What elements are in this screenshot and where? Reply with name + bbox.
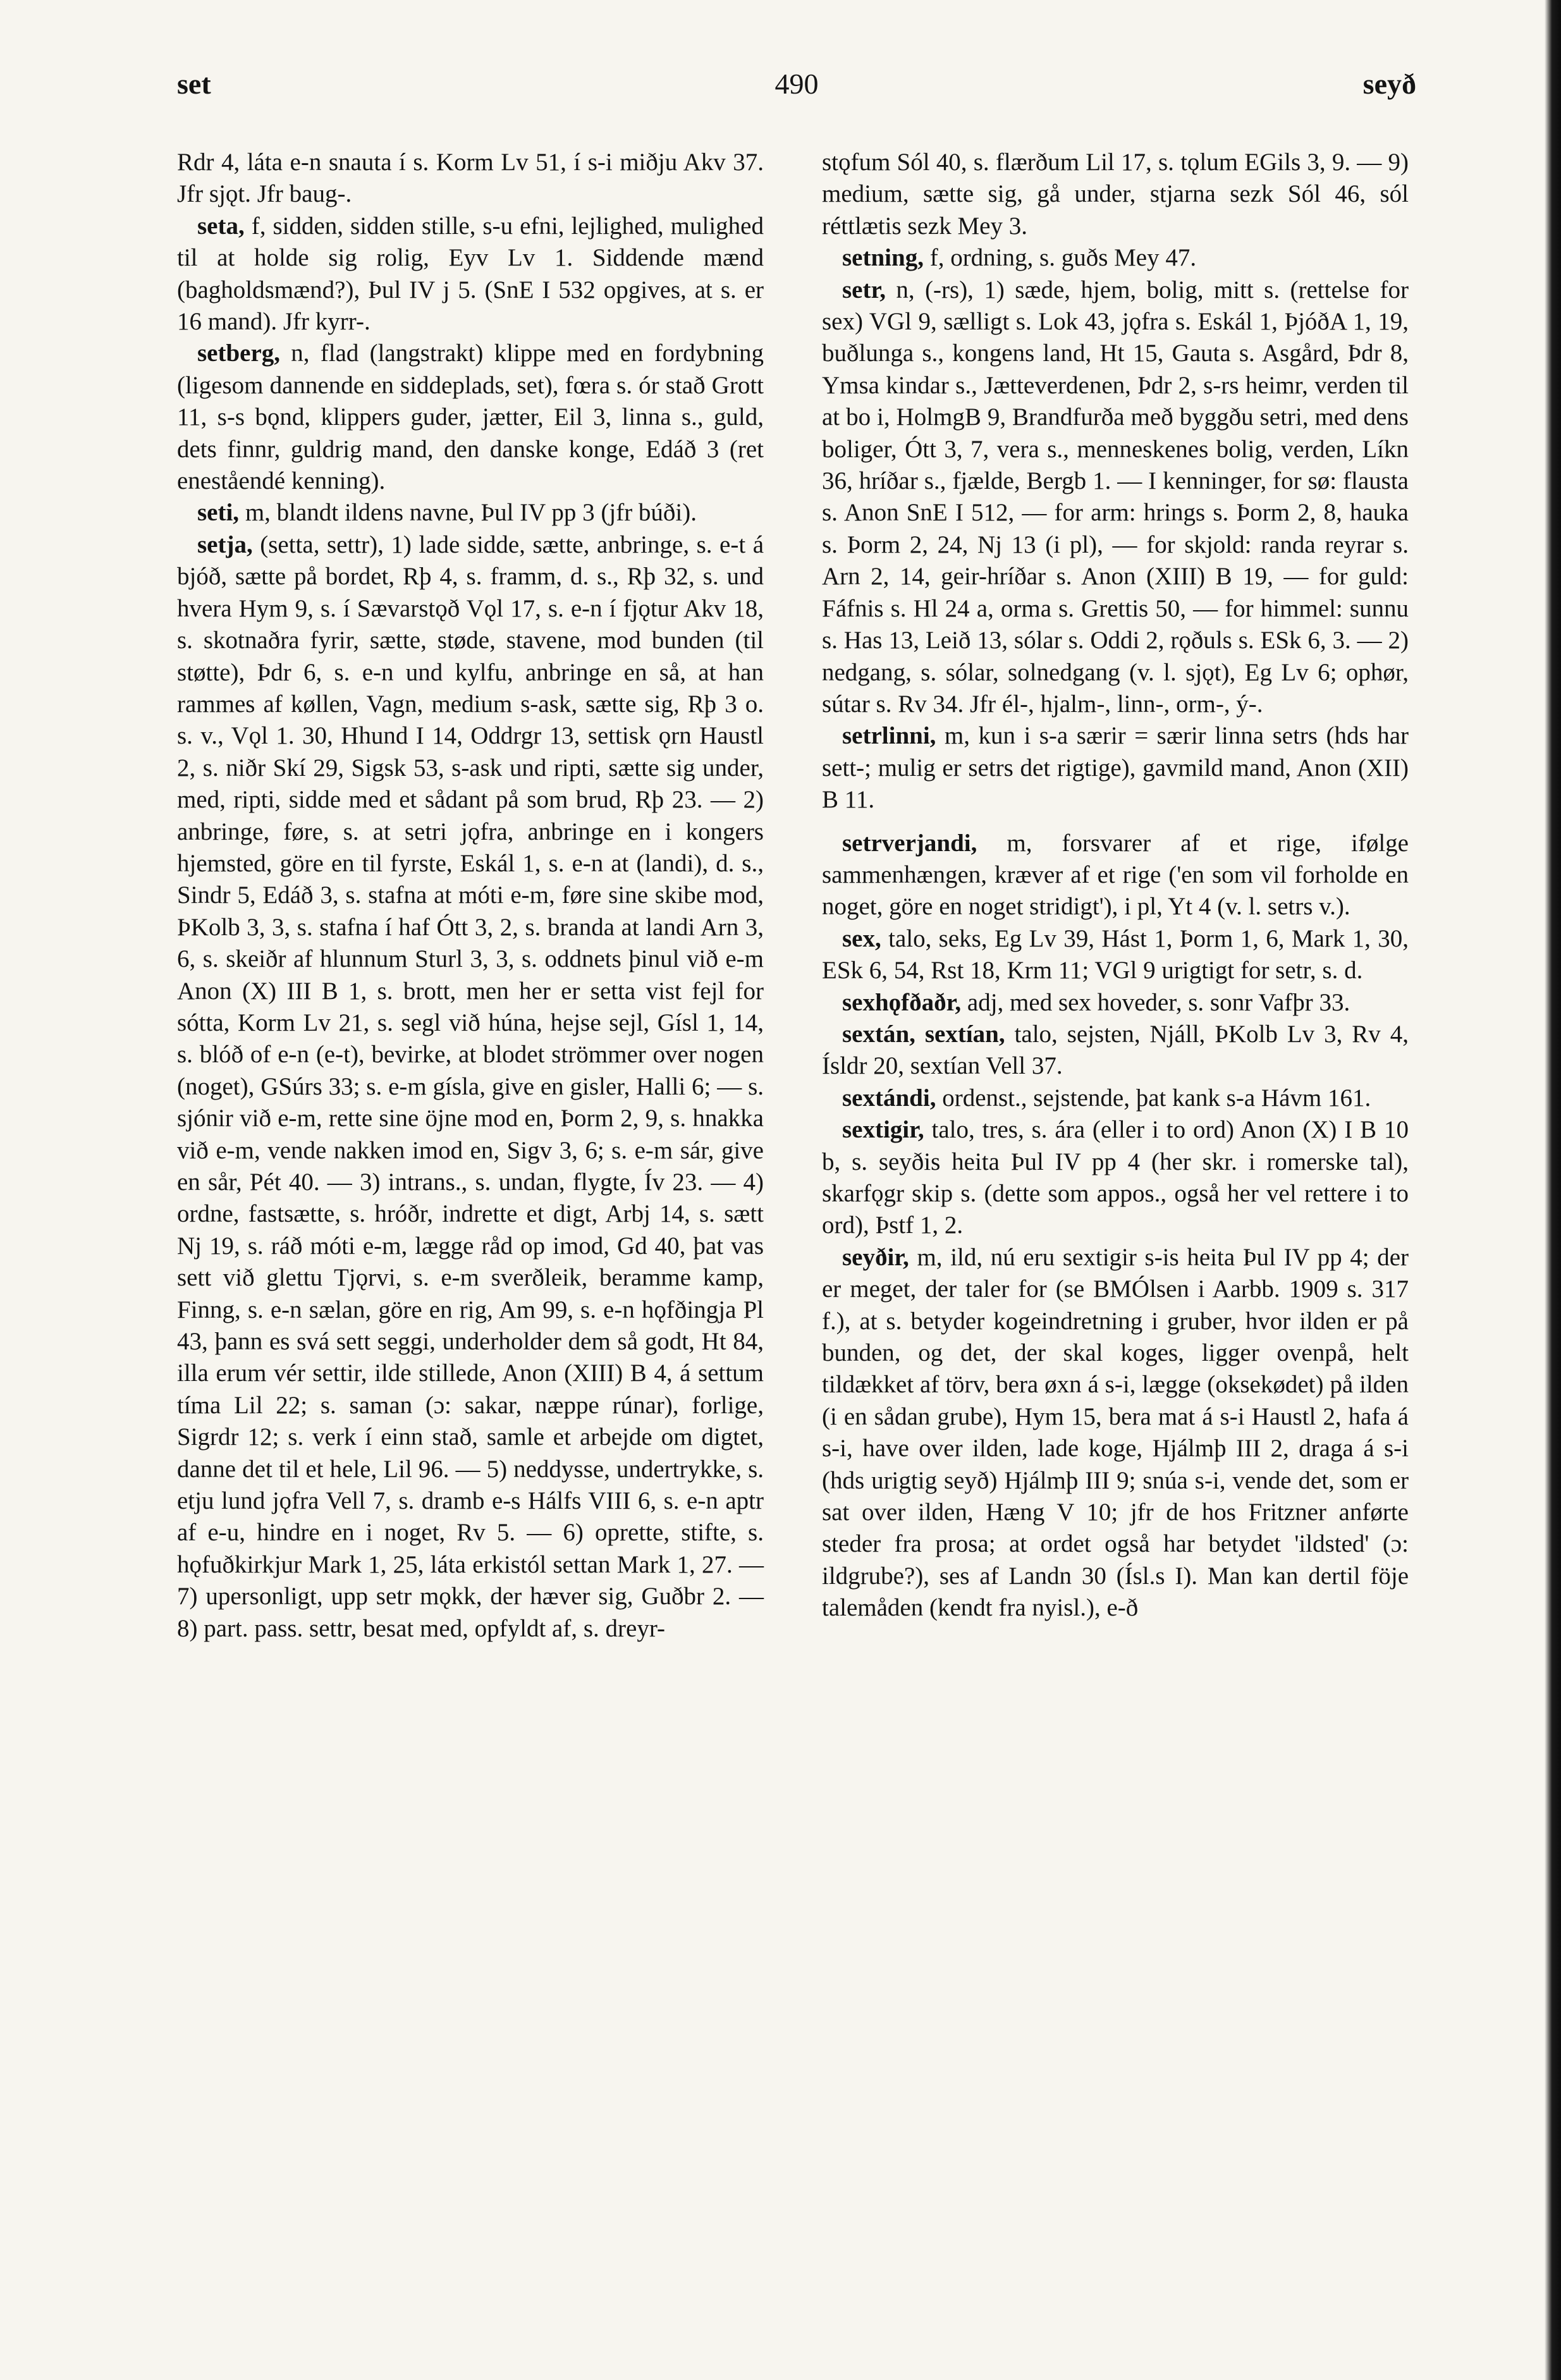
header-right-guideword: seyð xyxy=(1362,68,1416,100)
entry-headword: setrverjandi, xyxy=(842,829,977,857)
entry xyxy=(177,147,764,211)
entry-text: m, forsvarer af et rige, ifølge sammenhængen, kræver af et rige ('en som vil forholde en noget, göre en noget stridigt'), i pl, Yt 4 (v. l. setrs v.). xyxy=(822,829,1409,921)
entry-headword: seyðir, xyxy=(842,1243,909,1271)
entry xyxy=(822,828,1409,923)
entry xyxy=(177,497,764,529)
entry-text: talo, sejsten, Njáll, ÞKolb Lv 3, Rv 4, Ísldr 20, sextían Vell 37. xyxy=(822,1020,1409,1080)
entry-text: f, sidden, sidden stille, s-u efni, lejlighed, mulighed til at holde sig rolig, Eyv Lv 1. Siddende mænd (bagholdsmænd?), Þul IV j 5. (SnE I 532 opgives, at s. er 16 mand). Jfr kyrr-. xyxy=(177,212,764,336)
entry xyxy=(822,147,1409,242)
entry xyxy=(822,1242,1409,1624)
entry-text: (setta, settr), 1) lade sidde, sætte, anbringe, s. e-t á bjóð, sætte på bordet, Rþ 4, s. framm, d. s., Rþ 32, s. und hvera Hym 9, s. í Sævarstǫð Vǫl 17, s. e-n í fjǫtur Akv 18, s. skotnaðra fyrir, sætte, støde, stavene, mod bunden (til støtte), Þdr 6, s. e-n und kylfu, anbringe en så, at han rammes af køllen, Vagn, medium s-ask, sætte sig, Rþ 3 o. s. v., Vǫl 1. 30, Hhund I 14, Oddrgr 13, settisk ǫrn Haustl 2, s. niðr Skí 29, Sigsk 53, s-ask und ripti, sætte sig under, med, ripti, sidde med et sådant på som brud, Rþ 23. — 2) anbringe, føre, s. at setri jǫfra, anbringe en i kongers hjemsted, göre en til fyrste, Eskál 1, s. e-n at (landi), d. s., Sindr 5, Edáð 3, s. stafna at móti e-m, føre sine skibe mod, ÞKolb 3, 3, s. stafna í haf Ótt 3, 2, s. branda at landi Arn 3, 6, s. skeiðr af hlunnum Sturl 3, 3, s. oddnets þinul við e-m Anon (X) III B 1, s. brott, men her er setta vist fejl for sótta, Korm Lv 21, s. segl við húna, hejse sejl, Gísl 1, 14, s. blóð of e-n (e-t), bevirke, at blodet strömmer over nogen (noget), GSúrs 33; s. e-m gísla, give en gisler, Halli 6; — s. sjónir við e-m, rette sine öjne mod en, Þorm 2, 9, s. hnakka við e-m, vende nakken imod en, Sigv 3, 6; s. e-m sár, give en sår, Pét 40. — 3) intrans., s. undan, flygte, Ív 23. — 4) ordne, fastsætte, s. hróðr, indrette et digt, Arbj 14, s. sætt Nj 19, s. ráð móti e-m, lægge råd op imod, Gd 40, þat vas sett við glettu Tjǫrvi, s. e-m sverðleik, beramme kamp, Finng, s. e-n sælan, göre en rig, Am 99, s. e-n hǫfðingja Pl 43, þann es svá sett seggi, underholder dem så godt, Ht 84, illa erum vér settir, ilde stillede, Anon (XIII) B 4, á settum tíma Lil 22; s. saman (ɔ: sakar, næppe rúnar), forlige, Sigrdr 12; s. verk í einn stað, samle et arbejde om digtet, danne det til et hele, Lil 96. — 5) neddysse, undertrykke, s. etju lund jǫfra Vell 7, s. dramb e-s Hálfs VIII 6, s. e-n aptr af e-u, hindre en i noget, Rv 5. — 6) oprette, stifte, s. hǫfuðkirkjur Mark 1, 25, láta erkistól settan Mark 1, 27. — 7) upersonligt, upp setr mǫkk, der hæver sig, Guðbr 2. — 8) part. pass. settr, besat med, opfyldt af, s. dreyr- xyxy=(177,531,764,1642)
entry-headword: setja, xyxy=(197,531,253,558)
entry xyxy=(822,720,1409,816)
page-edge-shadow xyxy=(1545,0,1561,2380)
entry-headword: seti, xyxy=(197,499,240,527)
entry xyxy=(177,529,764,1645)
entry xyxy=(822,1019,1409,1083)
entry-headword: seta, xyxy=(197,212,245,240)
entry xyxy=(822,274,1409,721)
entry xyxy=(177,211,764,338)
entry-text: adj, med sex hoveder, s. sonr Vafþr 33. xyxy=(967,988,1350,1016)
header-left-guideword: set xyxy=(177,68,211,100)
entry-headword: setberg, xyxy=(197,340,281,367)
entry xyxy=(822,1114,1409,1242)
entry xyxy=(822,242,1409,274)
entry-text: ordenst., sejstende, þat kank s-a Hávm 161. xyxy=(942,1084,1371,1112)
entry-text: m, ild, nú eru sextigir s-is heita Þul IV pp 4; der er meget, der taler for (se BMÓlsen i Aarbb. 1909 s. 317 f.), at s. betyder kogeindretning i gruber, hvor ilden er på bunden, og det, der skal koges, ligger ovenpå, helt tildækket af törv, bera øxn á s-i, lægge (oksekødet) på ilden (i en sådan grube), Hym 15, bera mat á s-i Haustl 2, hafa á s-i, have over ilden, lade koge, Hjálmþ III 2, draga á s-i (hds urigtig seyð) Hjálmþ III 9; snúa s-i, vende det, som er sat over ilden, Hæng V 10; jfr de hos Fritzner anførte steder fra prosa; at ordet også har betydet 'ildsted' (ɔ: ildgrube?), ses af Landn 30 (Ísl.s I). Man kan dertil föje talemåden (kendt fra nyisl.), e-ð xyxy=(822,1243,1409,1622)
entry-headword: sextándi, xyxy=(842,1084,936,1112)
entry-text: m, blandt ildens navne, Þul IV pp 3 (jfr búði). xyxy=(245,499,697,527)
entry-headword: setning, xyxy=(842,244,924,272)
page-number: 490 xyxy=(774,68,819,100)
entry-text: n, flad (langstrakt) klippe med en fordybning (ligesom dannende en siddeplads, set), fœra s. ór stað Grott 11, s-s bǫnd, klippers guder, jætter, Eil 3, linna s., guld, dets finnr, guldrig mand, den danske konge, Edáð 3 (ret eneståendé kenning). xyxy=(177,340,764,495)
left-column xyxy=(177,147,764,1645)
entry-text: stǫfum Sól 40, s. flærðum Lil 17, s. tǫlum EGils 3, 9. — 9) medium, sætte sig, gå under, stjarna sezk Sól 46, sól réttlætis sezk Mey 3. xyxy=(822,149,1409,240)
entry-text: talo, seks, Eg Lv 39, Hást 1, Þorm 1, 6, Mark 1, 30, ESk 6, 54, Rst 18, Krm 11; VGl 9 urigtigt for setr, s. d. xyxy=(822,924,1409,985)
right-column xyxy=(822,147,1409,1624)
entry-headword: sextigir, xyxy=(842,1116,924,1144)
entry-text: m, kun i s-a særir = særir linna setrs (hds har sett-; mulig er setrs det rigtige), gavmild mand, Anon (XII) B 11. xyxy=(822,722,1409,814)
entry-text: Rdr 4, láta e-n snauta í s. Korm Lv 51, í s-i miðju Akv 37. Jfr sjǫt. Jfr baug-. xyxy=(177,149,764,208)
entry-headword: setr, xyxy=(842,276,886,304)
entry-headword: setrlinni, xyxy=(842,722,936,750)
entry xyxy=(822,1083,1409,1114)
entry xyxy=(822,987,1409,1019)
entry-headword: sex, xyxy=(842,924,881,952)
entry-text: n, (-rs), 1) sæde, hjem, bolig, mitt s. (rettelse for sex) VGl 9, sælligt s. Lok 43, jǫfra s. Eskál 1, ÞjóðA 1, 19, buðlunga s., kongens land, Ht 15, Gauta s. Asgård, Þdr 8, Ymsa kindar s., Jætteverdenen, Þdr 2, s-rs heimr, verden til at bo i, HolmgB 9, Brandfurða með byggðu setri, med dens boliger, Ótt 3, 7, vera s., menneskenes bolig, verden, Líkn 36, hríðar s., fjælde, Bergb 1. — I kenninger, for sø: flausta s. Anon SnE I 512, — for arm: hrings s. Þorm 2, 8, hauka s. Þorm 2, 24, Nj 13 (i pl), — for skjold: randa reyrar s. Arn 2, 14, geir-hríðar s. Anon (XIII) B 19, — for guld: Fáfnis s. Hl 24 a, orma s. Grettis 50, — for himmel: sunnu s. Has 13, Leið 13, sólar s. Oddi 2, rǫðuls s. ESk 6, 3. — 2) nedgang, s. sólar, solnedgang (v. l. sjǫt), Eg Lv 6; ophør, sútar s. Rv 34. Jfr él-, hjalm-, linn-, orm-, ý-. xyxy=(822,276,1409,718)
entry xyxy=(177,338,764,497)
entry xyxy=(822,923,1409,987)
entry-text: f, ordning, s. guðs Mey 47. xyxy=(929,244,1197,272)
entry-headword: sextán, sextían, xyxy=(842,1020,1005,1048)
entry-text: talo, tres, s. ára (eller i to ord) Anon (X) I B 10 b, s. seyðis heita Þul IV pp 4 (her skr. i romerske tal), skarfǫgr skip s. (dette som appos., også her vel rettere i to ord), Þstf 1, 2. xyxy=(822,1116,1409,1239)
entry-headword: sexhǫfðaðr, xyxy=(842,988,962,1016)
running-head xyxy=(177,67,1416,118)
